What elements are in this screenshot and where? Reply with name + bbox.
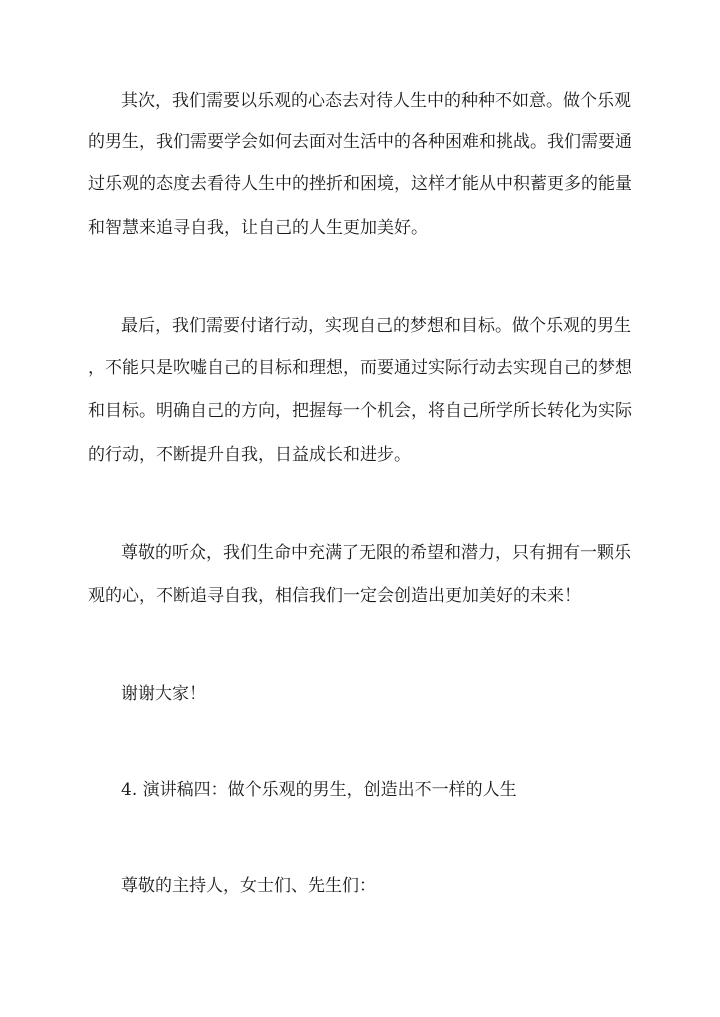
paragraph-3-line-2: 观的心，不断追寻自我，相信我们一定会创造出更加美好的未来！ [88,586,581,606]
section-heading: 4. 演讲稿四：做个乐观的男生，创造出不一样的人生 [121,780,517,800]
salutation: 尊敬的主持人，女士们、先生们： [121,876,376,896]
paragraph-1-line-1: 其次，我们需要以乐观的心态去对待人生中的种种不如意。做个乐观 [121,91,631,111]
paragraph-3-line-1: 尊敬的听众，我们生命中充满了无限的希望和潜力，只有拥有一颗乐 [121,543,631,563]
paragraph-1-line-2: 的男生，我们需要学会如何去面对生活中的各种困难和挑战。我们需要通 [88,132,632,152]
paragraph-2-line-4: 的行动，不断提升自我，日益成长和进步。 [88,445,411,465]
closing-thanks: 谢谢大家！ [121,684,206,704]
paragraph-1-line-3: 过乐观的态度去看待人生中的挫折和困境，这样才能从中积蓄更多的能量 [88,174,632,194]
paragraph-2-line-1: 最后，我们需要付诸行动，实现自己的梦想和目标。做个乐观的男生 [121,316,631,336]
paragraph-2-line-2: ，不能只是吹嘘自己的目标和理想，而要通过实际行动去实现自己的梦想 [88,358,632,378]
paragraph-2-line-3: 和目标。明确自己的方向，把握每一个机会，将自己所学所长转化为实际 [88,401,632,421]
paragraph-1-line-4: 和智慧来追寻自我，让自己的人生更加美好。 [88,218,428,238]
